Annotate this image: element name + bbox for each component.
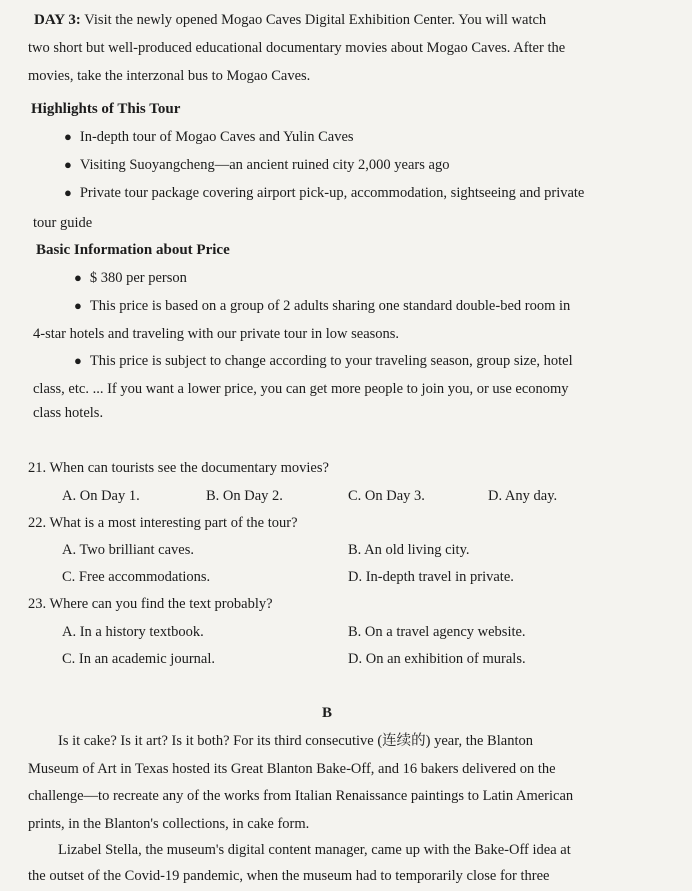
day3-line-1: DAY 3: Visit the newly opened Mogao Caves Digital Exhibition Center. You will watch [34,12,547,28]
q22-option-b: B. An old living city. [348,542,470,558]
q22-option-a: A. Two brilliant caves. [62,542,195,558]
day3-line-3: movies, take the interzonal bus to Mogao Caves. [28,68,311,84]
highlight-item-2: ● Visiting Suoyangcheng—an ancient ruined city 2,000 years ago [64,156,449,174]
passage-b-p2-line-2: the outset of the Covid-19 pandemic, when the museum had to temporarily close for three [28,868,550,884]
question-21-stem: 21. When can tourists see the documentary movies? [28,460,329,476]
q22-option-d: D. In-depth travel in private. [348,569,514,585]
passage-b-p1-line-2: Museum of Art in Texas hosted its Great Blanton Bake-Off, and 16 bakers delivered on the [28,761,556,777]
passage-b-p1-line-3: challenge—to recreate any of the works from Italian Renaissance paintings to Latin American [28,788,574,804]
passage-b-p2-line-1: Lizabel Stella, the museum's digital content manager, came up with the Bake-Off idea at [58,842,571,858]
day3-line-2: two short but well-produced educational documentary movies about Mogao Caves. After the [28,40,566,56]
price-item-3b: class, etc. ... If you want a lower price, you can get more people to join you, or use economy [33,381,569,397]
q23-option-c: C. In an academic journal. [62,651,215,667]
price-item-1: ● $ 380 per person [74,269,187,287]
question-22-stem: 22. What is a most interesting part of the tour? [28,515,298,531]
q21-option-a: A. On Day 1. [62,488,140,504]
price-item-3c: class hotels. [33,405,104,421]
q23-option-b: B. On a travel agency website. [348,624,526,640]
price-item-2b: 4-star hotels and traveling with our private tour in low seasons. [33,326,400,342]
q21-option-d: D. Any day. [488,488,558,504]
highlights-heading: Highlights of This Tour [31,101,181,117]
price-item-3a: ● This price is subject to change according to your traveling season, group size, hotel [74,352,573,370]
question-23-stem: 23. Where can you find the text probably? [28,596,273,612]
q23-option-d: D. On an exhibition of murals. [348,651,526,667]
day3-label: DAY 3 [34,12,76,28]
passage-b-label: B [322,705,333,721]
q23-option-a: A. In a history textbook. [62,624,204,640]
price-item-2a: ● This price is based on a group of 2 adults sharing one standard double-bed room in [74,297,570,315]
highlight-item-3: ● Private tour package covering airport pick-up, accommodation, sightseeing and private [64,184,584,202]
q21-option-c: C. On Day 3. [348,488,425,504]
highlight-item-1: ● In-depth tour of Mogao Caves and Yulin Caves [64,128,354,146]
highlight-item-3-cont: tour guide [33,215,93,231]
q21-option-b: B. On Day 2. [206,488,283,504]
price-heading: Basic Information about Price [36,242,230,258]
passage-b-p1-line-4: prints, in the Blanton's collections, in cake form. [28,816,310,832]
passage-b-p1-line-1: Is it cake? Is it art? Is it both? For its third consecutive (连续的) year, the Blanton [58,733,533,749]
q22-option-c: C. Free accommodations. [62,569,211,585]
day3-text-1: Visit the newly opened Mogao Caves Digital Exhibition Center. You will watch [84,12,547,28]
